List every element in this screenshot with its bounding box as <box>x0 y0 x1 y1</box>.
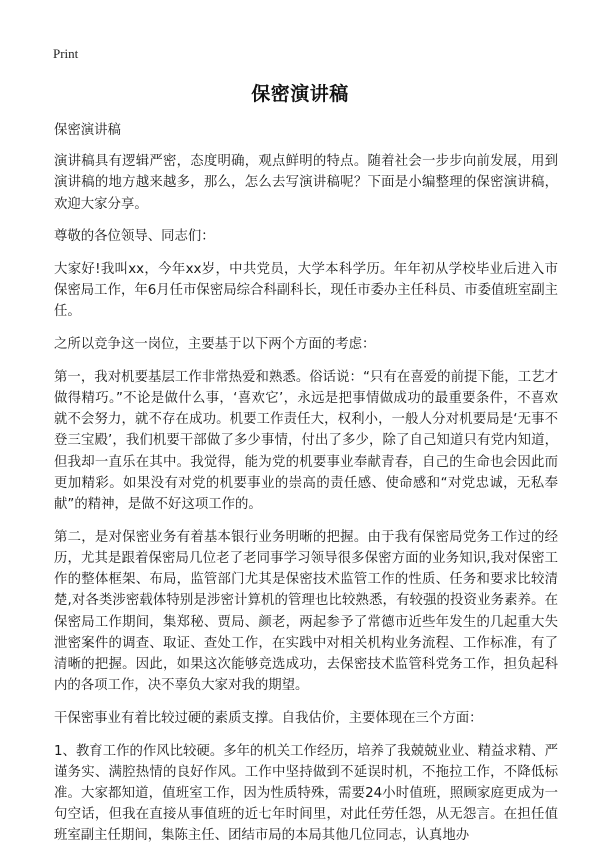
paragraph-qualities-lead: 干保密事业有着比较过硬的素质支撑。自我估价，主要体现在三个方面： <box>54 710 483 726</box>
paragraph-self-introduction: 大家好!我叫xx，今年xx岁，中共党员，大学本科学历。年年初从学校毕业后进入市保密局工作，年6月任市保密局综合科副科长，现任市委办主任科员、市委值班室副主任。 <box>54 262 558 320</box>
paragraph-quality-one: 1、教育工作的作风比较硬。多年的机关工作经历，培养了我兢兢业业、精益求精、严谨务实、满腔热情的良好作风。工作中坚持做到不延误时机，不拖拉工作，不降低标准。大家都知道，值班室工作，因为性质特殊，需要24小时值班，照顾家庭更成为一句空话，但我在直接从事值班的近七年时间里，对此任劳任怨，从无怨言。在担任值班室副主任期间，集陈主任、团结市局的本局其他几位同志，认真地办 <box>54 743 558 844</box>
document-subtitle: 保密演讲稿 <box>54 123 121 138</box>
paragraph-salutation: 尊敬的各位领导、同志们： <box>54 229 215 245</box>
document-title: 保密演讲稿 <box>251 83 349 105</box>
paragraph-reason-two: 第二，是对保密业务有着基本银行业务明晰的把握。由于我有保密局党务工作过的经历，尤其是跟着保密局几位老了老同事学习领导很多保密方面的业务知识,我对保密工作的整体框架、布局，监管部门尤其是保密技术监管工作的性质、任务和要求比较清楚,对各类涉密载体特别是涉密计算机的管理也比较熟悉，有较强的投资业务素养。在保密局工作期间，集郑秘、贾局、颜老，两起参予了常德市近些年发生的几起重大失泄密案件的调查、取证、查处工作，在实践中对相关机构业务流程、工作标准，有了清晰的把握。因此，如果这次能够竞选成功，去保密技术监管科党务工作，担负起科内的各项工作，决不辜负大家对我的期望。 <box>54 529 558 694</box>
document-body <box>54 120 558 858</box>
paragraph-reason-one: 第一，我对机要基层工作非常热爱和熟悉。俗话说：“只有在喜爱的前提下能，工艺才做得精巧。”不论是做什么事，‘喜欢它’，永远是把事情做成功的最重要条件，不喜欢就不会努力，就不存在成功。机要工作责任大，权利小，一般人分对机要局是‘无事不登三宝殿’，我们机要干部做了多少事情，付出了多少，除了自己知道只有党内知道，但我却一直乐在其中。我觉得，能为党的机要事业奉献青春，自己的生命也会因此而更加精彩。如果没有对党的机要事业的崇高的责任感、使命感和“对党忠诚，无私奉献”的精神，是做不好这项工作的。 <box>54 369 558 513</box>
paragraph-intro: 演讲稿具有逻辑严密，态度明确，观点鲜明的特点。随着社会一步步向前发展，用到演讲稿的地方越来越多，那么，怎么去写演讲稿呢？下面是小编整理的保密演讲稿，欢迎大家分享。 <box>54 154 558 212</box>
print-link[interactable]: Print <box>53 46 79 61</box>
paragraph-reasons-lead: 之所以竞争这一岗位，主要基于以下两个方面的考虑： <box>54 337 376 353</box>
